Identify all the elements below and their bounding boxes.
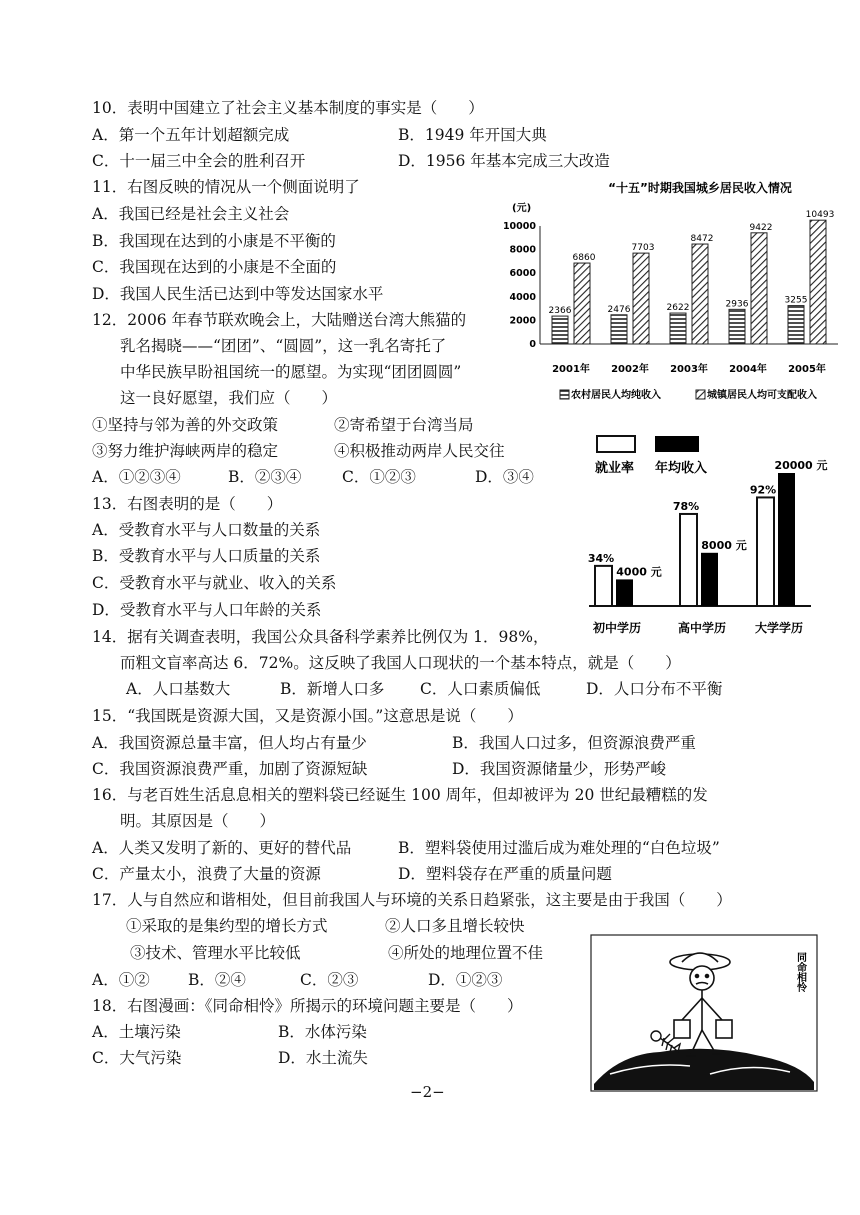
question-14-line2: 而粗文盲率高达 6．72%。这反映了我国人口现状的一个基本特点，就是（ ）: [120, 654, 681, 672]
chart2-bar-employment: [680, 514, 697, 606]
q14-option-a: A．人口基数大: [126, 680, 231, 698]
q13-option-a: A．受教育水平与人口数量的关系: [92, 521, 321, 539]
chart1-ytick-label: 2000: [509, 315, 536, 327]
q10-option-d: D．1956 年基本完成三大改造: [398, 152, 610, 170]
page-number: −2−: [410, 1083, 445, 1101]
question-17: 17．人与自然应和谐相处，但目前我国人与环境的关系日趋紧张，这主要是由于我国（ ）: [92, 891, 732, 909]
chart1-bar-urban: [574, 263, 590, 344]
chart2-label-income: 20000 元: [774, 459, 828, 472]
q15-option-c: C．我国资源浪费严重，加剧了资源短缺: [92, 760, 368, 778]
q16-option-a: A．人类又发明了新的、更好的替代品: [92, 839, 352, 857]
q17-item-2: ②人口多且增长较快: [385, 917, 525, 935]
chart1-category-label: 2001年: [552, 364, 590, 375]
chart2-legend-swatch-employment: [597, 436, 635, 452]
q16-option-b: B．塑料袋使用过滥后成为难处理的“白色垃圾”: [398, 839, 720, 857]
chart1-category-label: 2005年: [788, 364, 826, 375]
q16-option-c: C．产量太小，浪费了大量的资源: [92, 865, 321, 883]
chart2-label-income: 8000 元: [701, 538, 747, 552]
chart2-legend-swatch-income: [655, 436, 699, 452]
chart1-ylabel: (元): [512, 203, 532, 214]
education-bar-chart: [585, 430, 828, 645]
chart1-bar-rural: [611, 315, 627, 344]
chart1-label-urban: 9422: [749, 222, 773, 233]
question-12-line3: 中华民族早盼祖国统一的愿望。为实现“团团圆圆”: [120, 363, 462, 381]
chart1-bar-urban: [751, 233, 767, 344]
chart1-label-urban: 8472: [690, 234, 714, 245]
chart1-legend-swatch-rural: [560, 390, 569, 399]
chart2-category-label: 初中学历: [592, 621, 642, 635]
q15-option-d: D．我国资源储量少，形势严峻: [452, 760, 666, 778]
q11-option-d: D．我国人民生活已达到中等发达国家水平: [92, 285, 384, 303]
q13-option-d: D．受教育水平与人口年龄的关系: [92, 601, 322, 619]
chart1-label-rural: 2622: [666, 303, 690, 314]
q10-option-a: A．第一个五年计划超额完成: [92, 126, 290, 144]
chart2-category-label: 大学学历: [754, 621, 804, 635]
chart1-legend-urban: 城镇居民人均可支配收入: [707, 390, 817, 401]
chart1-ytick-label: 8000: [509, 244, 536, 256]
question-12-line1: 12．2006 年春节联欢晚会上，大陆赠送台湾大熊猫的: [92, 311, 467, 329]
q18-option-d: D．水土流失: [278, 1049, 368, 1067]
chart2-bar-employment: [595, 566, 612, 606]
q18-option-b: B．水体污染: [278, 1023, 367, 1041]
q17-option-d: D．①②③: [428, 971, 503, 989]
chart2-legend-income: 年均收入: [655, 461, 708, 476]
question-10: 10．表明中国建立了社会主义基本制度的事实是（ ）: [92, 99, 484, 117]
q11-option-b: B．我国现在达到的小康是不平衡的: [92, 232, 336, 250]
q11-option-c: C．我国现在达到的小康是不全面的: [92, 258, 337, 276]
q12-item-3: ③努力维护海峡两岸的稳定: [92, 442, 279, 460]
cartoon-caption: 同命相怜: [794, 952, 806, 992]
chart2-bar-employment: [757, 497, 774, 606]
q14-option-d: D．人口分布不平衡: [586, 680, 723, 698]
q11-option-a: A．我国已经是社会主义社会: [92, 205, 290, 223]
question-18: 18．右图漫画：《同命相怜》所揭示的环境问题主要是（ ）: [92, 997, 523, 1015]
chart1-legend-swatch-urban: [696, 390, 705, 399]
chart2-bar-income: [616, 579, 633, 606]
chart2-bar-income: [778, 473, 795, 606]
chart2-bar-income: [701, 553, 718, 606]
chart1-ytick-label: 10000: [502, 221, 536, 232]
q10-option-c: C．十一届三中全会的胜利召开: [92, 152, 306, 170]
income-bar-chart: [500, 178, 845, 418]
chart1-bar-rural: [729, 309, 745, 344]
q10-option-b: B．1949 年开国大典: [398, 126, 547, 144]
q16-option-d: D．塑料袋存在严重的质量问题: [398, 865, 612, 883]
chart1-legend-rural: 农村居民人均纯收入: [571, 390, 661, 401]
chart2-category-label: 高中学历: [677, 621, 727, 635]
chart1-bar-urban: [810, 220, 826, 344]
q18-option-c: C．大气污染: [92, 1049, 182, 1067]
question-12-line4: 这一良好愿望，我们应（ ）: [120, 389, 338, 407]
question-14-line1: 14．据有关调查表明，我国公众具备科学素养比例仅为 1．98%，: [92, 628, 549, 646]
chart1-category-label: 2002年: [611, 364, 649, 375]
chart1-ytick-label: 0: [529, 339, 536, 350]
q17-item-4: ④所处的地理位置不佳: [388, 944, 544, 962]
q12-item-4: ④积极推动两岸人民交往: [334, 442, 505, 460]
chart2-legend-employment: 就业率: [595, 461, 635, 476]
chart1-title: “十五”时期我国城乡居民收入情况: [608, 181, 792, 195]
chart1-bar-rural: [670, 313, 686, 344]
chart1-ytick-label: 6000: [509, 268, 536, 280]
question-15: 15．“我国既是资源大国，又是资源小国。”这意思是说（ ）: [92, 707, 523, 725]
q18-option-a: A．土壤污染: [92, 1023, 181, 1041]
q13-option-c: C．受教育水平与就业、收入的关系: [92, 574, 337, 592]
question-13: 13．右图表明的是（ ）: [92, 495, 283, 513]
chart1-label-rural: 2476: [607, 304, 631, 315]
q12-option-b: B．②③④: [228, 468, 302, 486]
question-11: 11．右图反映的情况从一个侧面说明了: [92, 178, 360, 196]
q17-option-c: C．②③: [300, 971, 359, 989]
chart1-bar-rural: [788, 306, 804, 344]
chart1-label-rural: 3255: [784, 295, 808, 306]
q12-option-d: D．③④: [475, 468, 534, 486]
chart1-label-urban: 10493: [805, 210, 835, 221]
q15-option-a: A．我国资源总量丰富，但人均占有量少: [92, 734, 367, 752]
chart1-bar-urban: [633, 253, 649, 344]
q12-item-2: ②寄希望于台湾当局: [334, 416, 474, 434]
chart1-category-label: 2003年: [670, 364, 708, 375]
chart1-label-urban: 7703: [631, 243, 655, 254]
chart1-bar-rural: [552, 316, 568, 344]
cartoon-same-fate: [590, 934, 818, 1092]
chart1-category-label: 2004年: [729, 364, 767, 375]
q14-option-c: C．人口素质偏低: [420, 680, 541, 698]
chart2-label-employment: 92%: [749, 483, 777, 497]
chart1-bar-urban: [692, 244, 708, 344]
q12-option-c: C．①②③: [342, 468, 416, 486]
q17-option-a: A．①②: [92, 971, 150, 989]
chart1-label-urban: 6860: [572, 253, 596, 264]
q17-item-3: ③技术、管理水平比较低: [130, 944, 301, 962]
chart2-label-employment: 34%: [587, 551, 615, 565]
chart1-label-rural: 2366: [548, 306, 572, 317]
chart2-label-income: 4000 元: [616, 565, 662, 579]
q15-option-b: B．我国人口过多，但资源浪费严重: [452, 734, 696, 752]
q12-option-a: A．①②③④: [92, 468, 181, 486]
q14-option-b: B．新增人口多: [280, 680, 385, 698]
q13-option-b: B．受教育水平与人口质量的关系: [92, 547, 321, 565]
q17-item-1: ①采取的是集约型的增长方式: [126, 917, 328, 935]
q12-item-1: ①坚持与邻为善的外交政策: [92, 416, 279, 434]
question-16-line2: 明。其原因是（ ）: [120, 812, 276, 830]
chart1-ytick-label: 4000: [509, 291, 536, 303]
q17-option-b: B．②④: [188, 971, 246, 989]
question-12-line2: 乳名揭晓——“团团”、“圆圆”，这一乳名寄托了: [120, 337, 447, 355]
chart2-label-employment: 78%: [672, 499, 700, 513]
question-16-line1: 16．与老百姓生活息息相关的塑料袋已经诞生 100 周年，但却被评为 20 世纪最糟糕的发: [92, 786, 708, 804]
chart1-label-rural: 2936: [725, 299, 749, 310]
